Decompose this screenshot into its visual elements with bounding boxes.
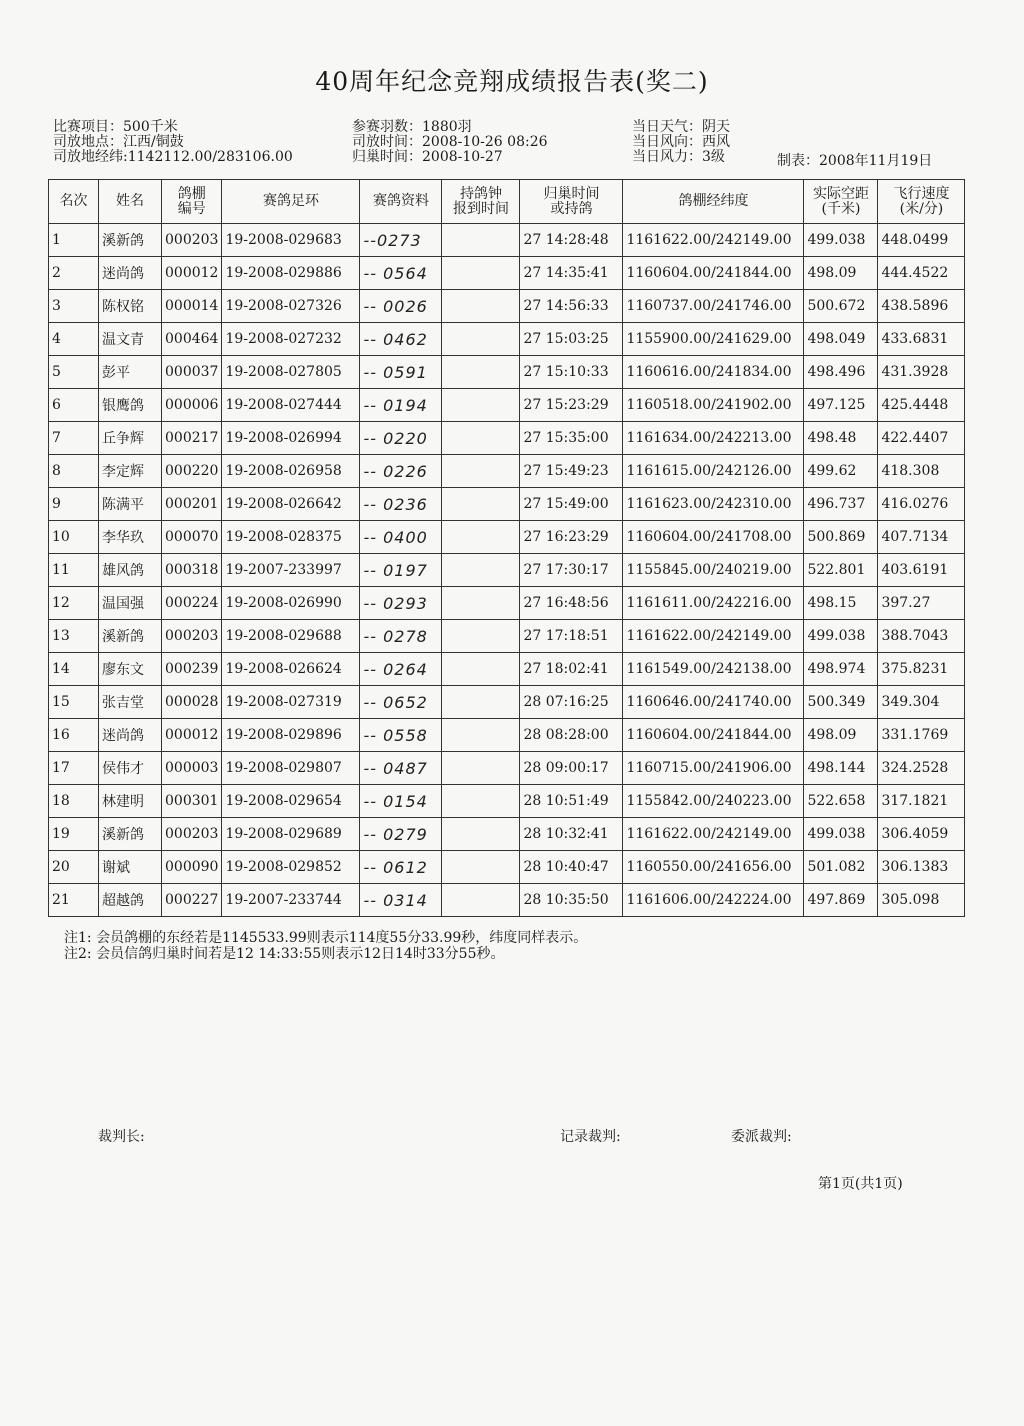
table-row — [49, 455, 965, 488]
cell-loft-id: 000203 — [162, 818, 222, 851]
cell-loft-id: 000239 — [162, 653, 222, 686]
cell-arrival: 27 17:30:17 — [520, 554, 623, 587]
cell-data: -- 0558 — [360, 719, 442, 752]
cell-arrival: 27 15:23:29 — [520, 389, 623, 422]
cell-name: 侯伟才 — [99, 752, 162, 785]
cell-loft-id: 000301 — [162, 785, 222, 818]
cell-clock-time — [442, 290, 520, 323]
cell-coords: 1160737.00/241746.00 — [623, 290, 804, 323]
cell-data: -- 0314 — [360, 884, 442, 917]
cell-distance: 499.038 — [804, 224, 878, 257]
signature-delegate: 委派裁判: — [731, 1129, 792, 1145]
cell-ring: 19-2008-027326 — [222, 290, 360, 323]
cell-arrival: 28 10:35:50 — [520, 884, 623, 917]
cell-distance: 498.09 — [804, 719, 878, 752]
note-1: 注1: 会员鸽棚的东经若是1145533.99则表示114度55分33.99秒，纬度同样表示。 — [64, 930, 588, 946]
cell-speed: 403.6191 — [878, 554, 965, 587]
cell-clock-time — [442, 851, 520, 884]
cell-ring: 19-2008-027319 — [222, 686, 360, 719]
table-row — [49, 323, 965, 356]
header-arrival: 归巢时间 或持鸽 — [520, 180, 623, 224]
table-header-row — [49, 180, 965, 224]
cell-loft-id: 000201 — [162, 488, 222, 521]
cell-name: 迷尚鸽 — [99, 257, 162, 290]
cell-rank: 10 — [49, 521, 99, 554]
header-clock-time: 持鸽钟 报到时间 — [442, 180, 520, 224]
cell-rank: 1 — [49, 224, 99, 257]
cell-speed: 416.0276 — [878, 488, 965, 521]
cell-ring: 19-2007-233997 — [222, 554, 360, 587]
cell-clock-time — [442, 884, 520, 917]
cell-distance: 499.038 — [804, 620, 878, 653]
cell-data: -- 0591 — [360, 356, 442, 389]
meta-entries: 参赛羽数：1880羽 — [352, 119, 472, 135]
cell-speed: 331.1769 — [878, 719, 965, 752]
table-row — [49, 653, 965, 686]
cell-speed: 418.308 — [878, 455, 965, 488]
cell-speed: 306.4059 — [878, 818, 965, 851]
cell-coords: 1161634.00/242213.00 — [623, 422, 804, 455]
cell-coords: 1161611.00/242216.00 — [623, 587, 804, 620]
cell-arrival: 28 10:40:47 — [520, 851, 623, 884]
cell-loft-id: 000012 — [162, 719, 222, 752]
cell-speed: 324.2528 — [878, 752, 965, 785]
cell-arrival: 28 08:28:00 — [520, 719, 623, 752]
meta-weather-info — [632, 120, 730, 165]
cell-clock-time — [442, 620, 520, 653]
cell-arrival: 27 16:23:29 — [520, 521, 623, 554]
cell-coords: 1160604.00/241708.00 — [623, 521, 804, 554]
cell-name: 迷尚鸽 — [99, 719, 162, 752]
cell-distance: 498.049 — [804, 323, 878, 356]
header-loft-id: 鸽棚 编号 — [162, 180, 222, 224]
cell-rank: 20 — [49, 851, 99, 884]
cell-speed: 438.5896 — [878, 290, 965, 323]
cell-clock-time — [442, 653, 520, 686]
meta-weather: 当日天气：阴天 — [632, 119, 730, 135]
cell-ring: 19-2007-233744 — [222, 884, 360, 917]
cell-distance: 498.144 — [804, 752, 878, 785]
note-2: 注2: 会员信鸽归巢时间若是12 14:33:55则表示12日14时33分55秒。 — [64, 946, 505, 962]
cell-clock-time — [442, 818, 520, 851]
cell-speed: 422.4407 — [878, 422, 965, 455]
meta-race-item: 比赛项目：500千米 — [53, 119, 178, 135]
cell-clock-time — [442, 488, 520, 521]
cell-distance: 498.15 — [804, 587, 878, 620]
cell-data: -- 0226 — [360, 455, 442, 488]
cell-ring: 19-2008-026990 — [222, 587, 360, 620]
cell-data: -- 0197 — [360, 554, 442, 587]
table-body — [49, 224, 965, 917]
cell-name: 陈满平 — [99, 488, 162, 521]
table-row — [49, 719, 965, 752]
cell-loft-id: 000464 — [162, 323, 222, 356]
cell-data: -- 0462 — [360, 323, 442, 356]
cell-rank: 17 — [49, 752, 99, 785]
cell-clock-time — [442, 455, 520, 488]
cell-data: -- 0564 — [360, 257, 442, 290]
cell-data: -- 0293 — [360, 587, 442, 620]
cell-name: 雄风鸽 — [99, 554, 162, 587]
cell-coords: 1155900.00/241629.00 — [623, 323, 804, 356]
cell-coords: 1161622.00/242149.00 — [623, 620, 804, 653]
cell-data: -- 0278 — [360, 620, 442, 653]
cell-distance: 498.496 — [804, 356, 878, 389]
cell-distance: 501.082 — [804, 851, 878, 884]
cell-clock-time — [442, 785, 520, 818]
cell-coords: 1155845.00/240219.00 — [623, 554, 804, 587]
cell-coords: 1160646.00/241740.00 — [623, 686, 804, 719]
cell-coords: 1161622.00/242149.00 — [623, 224, 804, 257]
cell-loft-id: 000028 — [162, 686, 222, 719]
table-row — [49, 356, 965, 389]
cell-loft-id: 000203 — [162, 620, 222, 653]
cell-name: 溪新鸽 — [99, 620, 162, 653]
meta-release-site: 司放地点：江西/铜鼓 — [53, 134, 184, 150]
cell-arrival: 28 10:32:41 — [520, 818, 623, 851]
cell-name: 李定辉 — [99, 455, 162, 488]
cell-name: 温文青 — [99, 323, 162, 356]
cell-ring: 19-2008-029689 — [222, 818, 360, 851]
cell-name: 温国强 — [99, 587, 162, 620]
cell-loft-id: 000220 — [162, 455, 222, 488]
cell-coords: 1160616.00/241834.00 — [623, 356, 804, 389]
cell-ring: 19-2008-026642 — [222, 488, 360, 521]
cell-ring: 19-2008-029654 — [222, 785, 360, 818]
cell-data: -- 0264 — [360, 653, 442, 686]
cell-distance: 522.658 — [804, 785, 878, 818]
cell-name: 张吉堂 — [99, 686, 162, 719]
table-row — [49, 389, 965, 422]
cell-coords: 1160518.00/241902.00 — [623, 389, 804, 422]
cell-speed: 317.1821 — [878, 785, 965, 818]
header-speed: 飞行速度 (米/分) — [878, 180, 965, 224]
cell-rank: 16 — [49, 719, 99, 752]
cell-arrival: 27 14:28:48 — [520, 224, 623, 257]
cell-data: -- 0487 — [360, 752, 442, 785]
cell-clock-time — [442, 389, 520, 422]
cell-arrival: 27 18:02:41 — [520, 653, 623, 686]
cell-data: --0273 — [360, 224, 442, 257]
cell-speed: 305.098 — [878, 884, 965, 917]
cell-ring: 19-2008-029852 — [222, 851, 360, 884]
header-distance: 实际空距 (千米) — [804, 180, 878, 224]
cell-ring: 19-2008-026958 — [222, 455, 360, 488]
cell-coords: 1160604.00/241844.00 — [623, 719, 804, 752]
cell-rank: 12 — [49, 587, 99, 620]
cell-coords: 1161615.00/242126.00 — [623, 455, 804, 488]
cell-speed: 433.6831 — [878, 323, 965, 356]
cell-coords: 1160604.00/241844.00 — [623, 257, 804, 290]
cell-loft-id: 000014 — [162, 290, 222, 323]
cell-clock-time — [442, 686, 520, 719]
cell-distance: 496.737 — [804, 488, 878, 521]
cell-distance: 499.038 — [804, 818, 878, 851]
header-ring: 赛鸽足环 — [222, 180, 360, 224]
cell-clock-time — [442, 554, 520, 587]
cell-arrival: 27 15:49:00 — [520, 488, 623, 521]
cell-clock-time — [442, 752, 520, 785]
cell-name: 廖东文 — [99, 653, 162, 686]
table-row — [49, 554, 965, 587]
cell-ring: 19-2008-029896 — [222, 719, 360, 752]
cell-ring: 19-2008-026624 — [222, 653, 360, 686]
cell-loft-id: 000224 — [162, 587, 222, 620]
cell-loft-id: 000090 — [162, 851, 222, 884]
cell-arrival: 28 07:16:25 — [520, 686, 623, 719]
cell-ring: 19-2008-029688 — [222, 620, 360, 653]
cell-arrival: 27 14:35:41 — [520, 257, 623, 290]
cell-data: -- 0236 — [360, 488, 442, 521]
cell-ring: 19-2008-027805 — [222, 356, 360, 389]
cell-ring: 19-2008-029807 — [222, 752, 360, 785]
cell-arrival: 27 16:48:56 — [520, 587, 623, 620]
cell-loft-id: 000006 — [162, 389, 222, 422]
table-row — [49, 257, 965, 290]
report-title: 40周年纪念竞翔成绩报告表(奖二) — [315, 67, 709, 96]
cell-rank: 14 — [49, 653, 99, 686]
cell-name: 彭平 — [99, 356, 162, 389]
cell-ring: 19-2008-027444 — [222, 389, 360, 422]
meta-release-time: 司放时间：2008-10-26 08:26 — [352, 134, 548, 150]
cell-speed: 306.1383 — [878, 851, 965, 884]
cell-speed: 397.27 — [878, 587, 965, 620]
cell-arrival: 28 09:00:17 — [520, 752, 623, 785]
cell-arrival: 27 15:49:23 — [520, 455, 623, 488]
cell-loft-id: 000217 — [162, 422, 222, 455]
meta-timing-info — [352, 120, 548, 165]
cell-clock-time — [442, 587, 520, 620]
cell-loft-id: 000003 — [162, 752, 222, 785]
cell-loft-id: 000203 — [162, 224, 222, 257]
cell-speed: 448.0499 — [878, 224, 965, 257]
cell-distance: 498.09 — [804, 257, 878, 290]
cell-rank: 19 — [49, 818, 99, 851]
cell-rank: 5 — [49, 356, 99, 389]
cell-data: -- 0026 — [360, 290, 442, 323]
cell-arrival: 28 10:51:49 — [520, 785, 623, 818]
cell-loft-id: 000070 — [162, 521, 222, 554]
cell-clock-time — [442, 521, 520, 554]
cell-distance: 500.672 — [804, 290, 878, 323]
cell-speed: 425.4448 — [878, 389, 965, 422]
cell-ring: 19-2008-026994 — [222, 422, 360, 455]
cell-clock-time — [442, 422, 520, 455]
cell-arrival: 27 15:10:33 — [520, 356, 623, 389]
cell-clock-time — [442, 224, 520, 257]
table-row — [49, 686, 965, 719]
table-row — [49, 884, 965, 917]
cell-rank: 7 — [49, 422, 99, 455]
cell-coords: 1160550.00/241656.00 — [623, 851, 804, 884]
page-number: 第1页(共1页) — [818, 1176, 903, 1192]
header-coords: 鸽棚经纬度 — [623, 180, 804, 224]
cell-rank: 6 — [49, 389, 99, 422]
cell-data: -- 0612 — [360, 851, 442, 884]
cell-arrival: 27 15:35:00 — [520, 422, 623, 455]
cell-name: 林建明 — [99, 785, 162, 818]
table-row — [49, 488, 965, 521]
cell-name: 银鹰鸽 — [99, 389, 162, 422]
cell-data: -- 0652 — [360, 686, 442, 719]
cell-distance: 522.801 — [804, 554, 878, 587]
cell-data: -- 0154 — [360, 785, 442, 818]
cell-loft-id: 000037 — [162, 356, 222, 389]
cell-coords: 1161623.00/242310.00 — [623, 488, 804, 521]
cell-loft-id: 000012 — [162, 257, 222, 290]
cell-loft-id: 000318 — [162, 554, 222, 587]
cell-loft-id: 000227 — [162, 884, 222, 917]
notes — [64, 930, 587, 962]
cell-name: 李华玖 — [99, 521, 162, 554]
cell-data: -- 0279 — [360, 818, 442, 851]
table-row — [49, 785, 965, 818]
cell-distance: 500.349 — [804, 686, 878, 719]
signature-chief: 裁判长: — [98, 1129, 145, 1145]
header-name: 姓名 — [99, 180, 162, 224]
cell-coords: 1161606.00/242224.00 — [623, 884, 804, 917]
header-rank: 名次 — [49, 180, 99, 224]
cell-clock-time — [442, 323, 520, 356]
table-row — [49, 422, 965, 455]
cell-speed: 375.8231 — [878, 653, 965, 686]
table-row — [49, 521, 965, 554]
table-row — [49, 818, 965, 851]
meta-made-date: 制表：2008年11月19日 — [777, 153, 933, 169]
cell-arrival: 27 15:03:25 — [520, 323, 623, 356]
cell-distance: 497.869 — [804, 884, 878, 917]
cell-rank: 15 — [49, 686, 99, 719]
cell-name: 谢斌 — [99, 851, 162, 884]
table-row — [49, 224, 965, 257]
cell-ring: 19-2008-029683 — [222, 224, 360, 257]
cell-coords: 1161549.00/242138.00 — [623, 653, 804, 686]
cell-rank: 2 — [49, 257, 99, 290]
cell-rank: 18 — [49, 785, 99, 818]
signature-recorder: 记录裁判: — [560, 1129, 621, 1145]
cell-arrival: 27 17:18:51 — [520, 620, 623, 653]
meta-race-info — [53, 120, 293, 165]
cell-rank: 8 — [49, 455, 99, 488]
cell-speed: 349.304 — [878, 686, 965, 719]
cell-name: 溪新鸽 — [99, 224, 162, 257]
cell-clock-time — [442, 719, 520, 752]
cell-clock-time — [442, 356, 520, 389]
cell-rank: 11 — [49, 554, 99, 587]
cell-rank: 4 — [49, 323, 99, 356]
cell-name: 超越鸽 — [99, 884, 162, 917]
cell-rank: 21 — [49, 884, 99, 917]
cell-name: 丘争辉 — [99, 422, 162, 455]
meta-return-time: 归巢时间：2008-10-27 — [352, 149, 503, 165]
table-row — [49, 620, 965, 653]
cell-distance: 499.62 — [804, 455, 878, 488]
cell-rank: 9 — [49, 488, 99, 521]
cell-name: 陈权铭 — [99, 290, 162, 323]
cell-speed: 444.4522 — [878, 257, 965, 290]
table-row — [49, 290, 965, 323]
cell-speed: 407.7134 — [878, 521, 965, 554]
cell-distance: 498.974 — [804, 653, 878, 686]
cell-data: -- 0220 — [360, 422, 442, 455]
cell-rank: 13 — [49, 620, 99, 653]
meta-wind-direction: 当日风向：西风 — [632, 134, 730, 150]
cell-coords: 1155842.00/240223.00 — [623, 785, 804, 818]
cell-name: 溪新鸽 — [99, 818, 162, 851]
cell-ring: 19-2008-027232 — [222, 323, 360, 356]
cell-data: -- 0194 — [360, 389, 442, 422]
meta-wind-force: 当日风力：3级 — [632, 149, 725, 165]
cell-arrival: 27 14:56:33 — [520, 290, 623, 323]
cell-data: -- 0400 — [360, 521, 442, 554]
results-table — [48, 179, 965, 917]
cell-distance: 500.869 — [804, 521, 878, 554]
cell-distance: 498.48 — [804, 422, 878, 455]
table-row — [49, 851, 965, 884]
cell-distance: 497.125 — [804, 389, 878, 422]
cell-coords: 1161622.00/242149.00 — [623, 818, 804, 851]
table-row — [49, 752, 965, 785]
cell-clock-time — [442, 257, 520, 290]
table-row — [49, 587, 965, 620]
cell-speed: 388.7043 — [878, 620, 965, 653]
cell-rank: 3 — [49, 290, 99, 323]
cell-ring: 19-2008-029886 — [222, 257, 360, 290]
header-data: 赛鸽资料 — [360, 180, 442, 224]
cell-ring: 19-2008-028375 — [222, 521, 360, 554]
cell-speed: 431.3928 — [878, 356, 965, 389]
meta-release-coords: 司放地经纬:1142112.00/283106.00 — [53, 149, 293, 165]
cell-coords: 1160715.00/241906.00 — [623, 752, 804, 785]
